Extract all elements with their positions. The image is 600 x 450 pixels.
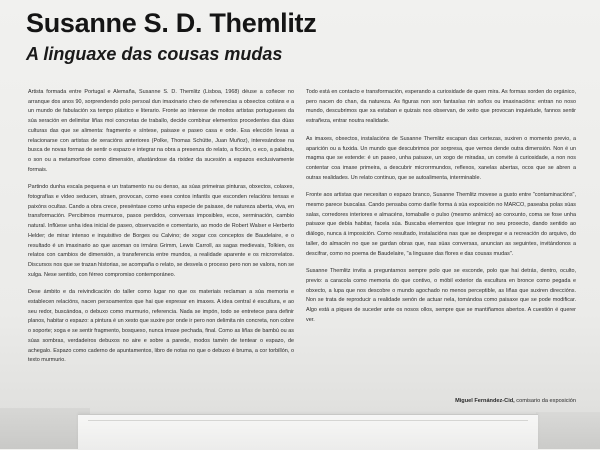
- text-column-left: [28, 88, 294, 374]
- paragraph: As imaxes, obxectos, instalacións de Susanne Themlitz escapan das certezas, suxiren o momento previo, a aparición ou a fuxida. Un mundo que descubrimos por sorpresa, que vemos dende outra dimensión. Non é un magma que se estende: é un paseo, unha paisaxe, un xogo de miradas, un convite á curiosidade, a non nos contentar coa imaxe primeira, a descubrir microrrmundos, reflexos, xanelas abertas, ocos que se abren a outras realidades. Un relato continuo, que se autoalimenta, interminable.: [306, 135, 576, 181]
- floor-shadow-right: [536, 412, 600, 449]
- paragraph: Susanne Themlitz invita a preguntarnos sempre polo que se esconde, polo que hai detrás, dentro, oculto, previo: a caracola como memoria do que contivo, o móbil exterior da escultura en bronce como pegada e obxecto, a lupa que nos descobre o mundo agochado no menos perceptible, as liñas que suxiren direccións. Non se trata de reproducir a realidade senón de actuar nela, tomándoa como paisaxe que se pode modificar. Algo está a piques de suceder ante os nosos ollos, sempre que se mantiñamos abertos. A cuestión é querer ver.: [306, 268, 576, 323]
- text-column-right: [306, 88, 576, 333]
- floor-shadow-left: [0, 408, 90, 449]
- page-subtitle: A linguaxe das cousas mudas: [26, 44, 283, 64]
- paragraph: Todo está en contacto e transformación, esperando a curiosidade de quen mira. As formas xorden do orgánico, pero nacen do chan, da natureza. As figuras non son fantasías nin soños ou imaxinacións: entran no noso mundo, descubrimos que xa estaban e quizais nos observan, de xeito que provocan inquietude, fannos sentir estrañeza, entrar noutra realidade.: [306, 89, 576, 125]
- curator-name: Miguel Fernández-Cid,: [455, 398, 515, 404]
- curator-role: comisario da exposición: [516, 398, 576, 404]
- page-title: Susanne S. D. Themlitz: [26, 8, 317, 38]
- paragraph: Artista formada entre Portugal e Alemaña, Susanne S. D. Themlitz (Lisboa, 1968) déuse a coñecer no arranque dos anos 90, sorprendendo polo persoal dun imaxinario cheo de referencias a obxectos cotiáns e a un mundo de fabulación xa tempo plástico e literario. Fronte ao interese de moitos artistas portugueses da súa xeración en delimitar liñas moi concretas de traballo, decide combinar elementos procedentes das dúas culturas das que se alimenta: fragmento e síntese, paisaxe e paseo casa e orde. Esa elección levaa a relacionarse con artistas de xeracións anteriores (Polke, Thomas Schütte, Juan Muñoz), interesándose na busca de novas formas de sentir o espazo e integrar na obra a presenza do relato, a ficción, o eco, a palabra, o son ou a metamorfose como dimensión, afastándose da rixidez da sucesión a espazos exclusivamente formais.: [28, 89, 294, 173]
- paragraph: Partindo dunha escala pequena e un tratamento nu ou denso, as súas primeiras pinturas, obxectos, colaxes, fotografías e vídeo seducen, straen, provocan, como eses contos infantís que esconden relacións tensas e paixóns ocultas. Cando a obra crece, preséntase como unha especie de paisaxe, de natureza aberta, viva, en transformación. Percibimos murmuros, pasos perdidos, conversas imposibles, ecos, xerminación, cambio natural. Inflúese unha idea inicial de paseo, observación e comentario, ao modo de Robert Walser e Herberto Helder; de mirar intenso e inquisitivo de Borges ou Calvino; de xogar cos conceptos de Baudelaire, e o resultado é un imaxinario ao que asoman os irmáns Grimm, Lewis Carroll, as sagas medievais, Tolkien, os relatos con cambios de dimensión, a transferencia entre mundos, a realidade aparente e os microrrelatos. Discursos nos que se trazan historias, se acompaña o relato, se desvela o proceso pero non se valora, non se xulga. Nese sentido, con férreo compromiso contemporáneo.: [28, 184, 294, 278]
- paragraph: Dese ámbito e da reivindicación do taller como lugar no que os materiais reclaman a súa memoria e establecen relacións, nacen persoamentos que hai que expresar en imaxes. A idea central é escultura, e ao seu redor, buscándoa, o debuxo como murmurio, referencia. Nada se impón, todo se entretece para definir planos, habitar o espazo: a pintura é un xesto que suxire por onde ir pero non delimita nin concreta, non cobre o soporte; xoga e se sentir fragmento, bosquexo, nunca imaxe pechada, final. Como as liñas de bambú ou as súas sombras, verdadeiros debuxos no aire e sobre a parede, modos tamén de tentear o espazo, de achegalo. Espazo como caderno de apuntamentos, libro de notas no que o debuxo é bruma, a cor torbillón, o texto murmurio.: [28, 289, 294, 364]
- curator-signature: [306, 398, 576, 404]
- paragraph: Fronte aos artistas que necesitan o espazo branco, Susanne Themlitz movese a gusto entre "contaminacións", mesmo parece buscalas. Cando pensaba como darlle forma á súa exposición no MARCO, paseaba polas súas salas, corredores interiores e almacéns, tomaballe o pulso (mesmo anímico) ao conxunto, coma se fose unha paisaxe que debía habitar, facela súa. Buscaba elementos que integrar no seu proxecto, dando sentido ao diálogo, nunca á imposición. Como resultado, instalacións nas que se despregar e a recreación do arquivo, do taller, do almacén no que se gardan obras que, nas súas conversas, anuncian as seguintes, invitándonos a descifrar, como no poema de Baudelaire, "a linguaxe das flores e das cousas mudas".: [306, 192, 576, 257]
- pedestal-rim: [88, 420, 528, 421]
